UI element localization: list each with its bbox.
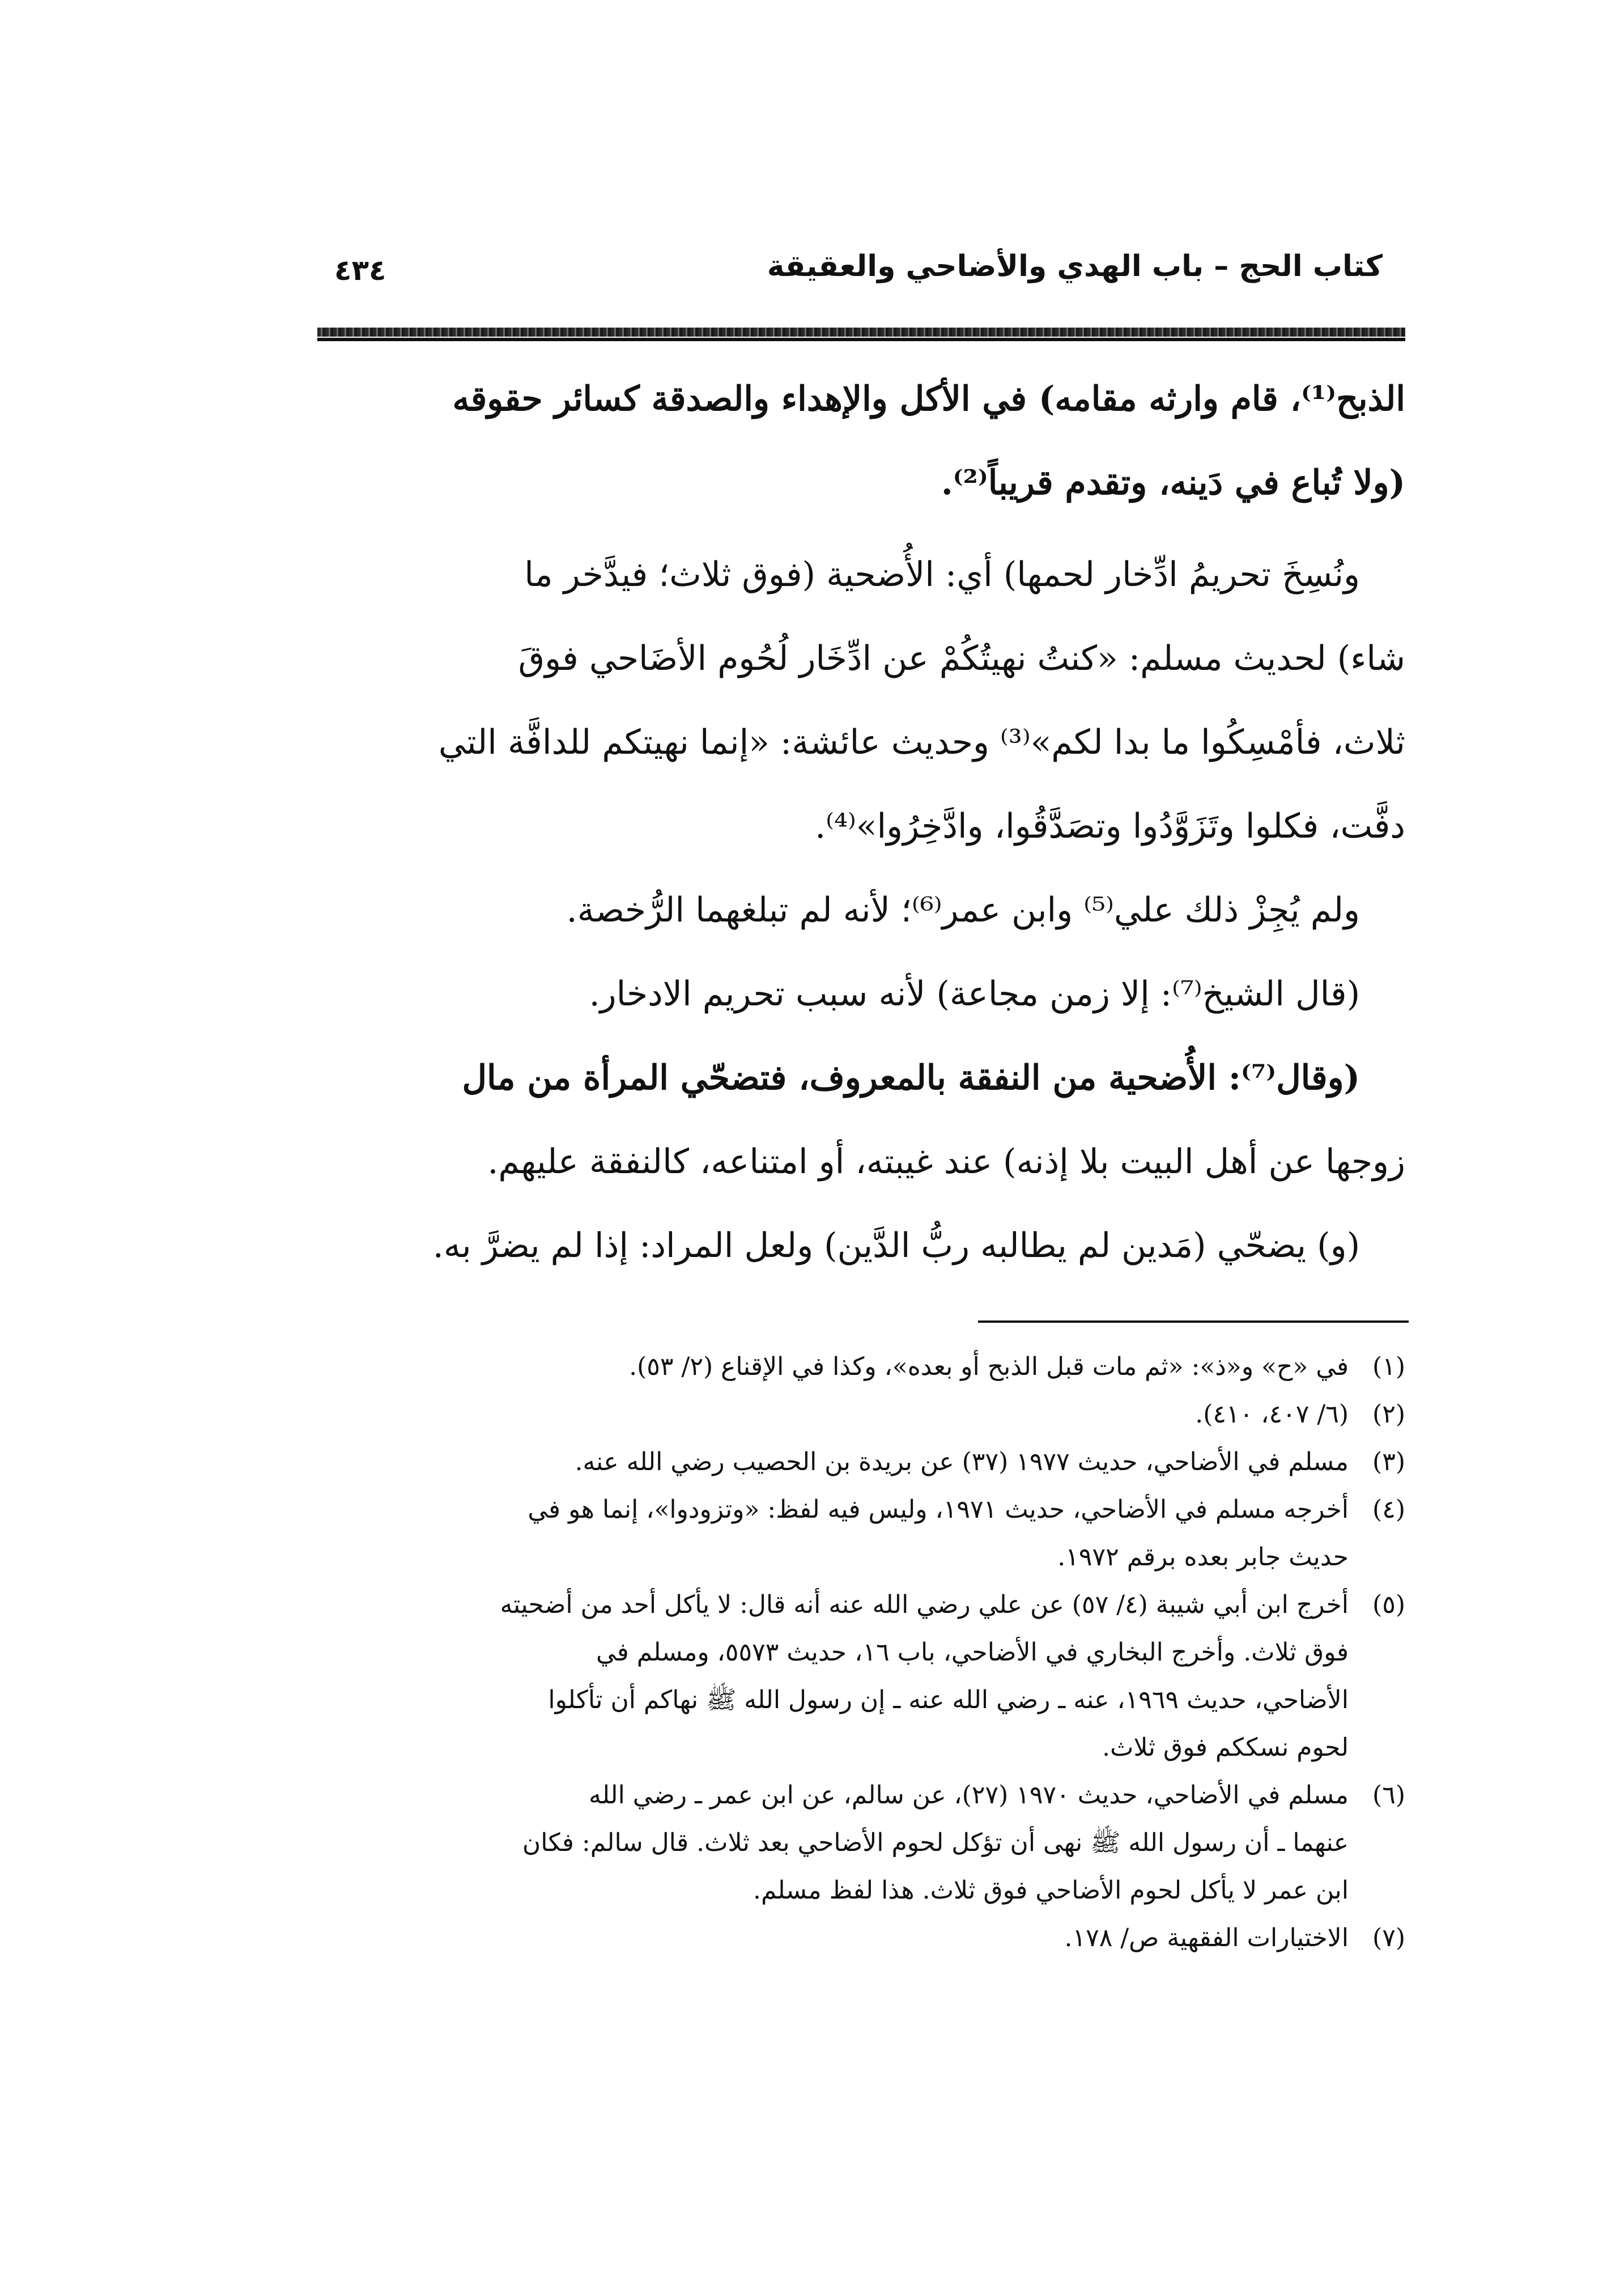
page-number: ٤٣٤ <box>334 254 386 287</box>
footnote-number: (٤) <box>1372 1495 1405 1524</box>
footnote-separator <box>978 1320 1409 1323</box>
footnote-3 <box>295 1438 1405 1486</box>
footnote-line: الأضاحي، حديث ١٩٦٩، عنه ـ رضي الله عنه ـ إن رسول الله ﷺ نهاكم أن تأكلوا <box>548 1685 1349 1714</box>
footnote-line: لحوم نسككم فوق ثلاث. <box>1102 1733 1349 1762</box>
header-rule <box>317 328 1405 337</box>
footnote-line: فوق ثلاث. وأخرج البخاري في الأضاحي، باب ١٦، حديث ٥٥٧٣، ومسلم في <box>596 1638 1349 1667</box>
footnote-line: حديث جابر بعده برقم ١٩٧٢. <box>1057 1543 1349 1572</box>
paragraph-2-line-4: دفَّت، فكلوا وتَزَوَّدُوا وتصَدَّقُوا، وادَّخِرُوا»⁽⁴⁾. <box>815 806 1405 846</box>
paragraph-6: (و) يضحّي (مَدين لم يطالبه ربُّ الدَّين) ولعل المراد: إذا لم يضرَّ به. <box>432 1226 1360 1266</box>
footnote-number: (٣) <box>1372 1447 1405 1476</box>
footnote-5 <box>295 1581 1405 1772</box>
paragraph-2-line-1: ونُسِخَ تحريمُ ادِّخار لحمها) أي: الأُضحية (فوق ثلاث؛ فيدَّخر ما <box>524 555 1360 595</box>
paragraph-3: ولم يُجِزْ ذلك علي⁽⁵⁾ وابن عمر⁽⁶⁾؛ لأنه لم تبلغهما الرُّخصة. <box>566 890 1360 930</box>
footnote-number: (١) <box>1372 1352 1405 1381</box>
paragraph-5-line-2: زوجها عن أهل البيت بلا إذنه) عند غيبته، أو امتناعه، كالنفقة عليهم. <box>487 1142 1405 1182</box>
footnote-line: الاختيارات الفقهية ص/ ١٧٨. <box>1064 1923 1349 1952</box>
paragraph-1-line-2: (ولا تُباع في دَينه، وتقدم قريباً⁽²⁾. <box>941 463 1405 503</box>
footnote-line: أخرجه مسلم في الأضاحي، حديث ١٩٧١، وليس فيه لفظ: «وتزودوا»، إنما هو في <box>528 1495 1349 1524</box>
footnote-line: أخرج ابن أبي شيبة (٤/ ٥٧) عن علي رضي الله عنه أنه قال: لا يأكل أحد من أضحيته <box>500 1590 1349 1619</box>
running-title: كتاب الحج – باب الهدي والأضاحي والعقيقة <box>767 249 1383 283</box>
footnote-2 <box>295 1391 1405 1438</box>
footnote-number: (٥) <box>1372 1590 1405 1619</box>
paragraph-2-line-3: ثلاث، فأمْسِكُوا ما بدا لكم»⁽³⁾ وحديث عائشة: «إنما نهيتكم للدافَّة التي <box>438 723 1405 762</box>
main-text <box>295 357 1405 1288</box>
footnote-number: (٦) <box>1372 1781 1405 1810</box>
paragraph-4: (قال الشيخ⁽⁷⁾: إلا زمن مجاعة) لأنه سبب تحريم الادخار. <box>589 974 1360 1014</box>
footnote-line: مسلم في الأضاحي، حديث ١٩٧٧ (٣٧) عن بريدة بن الحصيب رضي الله عنه. <box>575 1447 1349 1476</box>
footnote-number: (٧) <box>1372 1923 1405 1952</box>
footnote-line: مسلم في الأضاحي، حديث ١٩٧٠ (٢٧)، عن سالم، عن ابن عمر ـ رضي الله <box>589 1781 1349 1810</box>
footnote-4 <box>295 1486 1405 1581</box>
paragraph-5-line-1: (وقال⁽⁷⁾: الأُضحية من النفقة بالمعروف، فتضحّي المرأة من مال <box>462 1058 1360 1098</box>
page-header <box>317 244 1405 306</box>
footnote-line: عنهما ـ أن رسول الله ﷺ نهى أن تؤكل لحوم الأضاحي بعد ثلاث. قال سالم: فكان <box>522 1828 1349 1857</box>
paragraph-2-line-2: شاء) لحديث مسلم: «كنتُ نهيتُكُمْ عن ادِّخَار لُحُوم الأضَاحي فوقَ <box>518 639 1405 678</box>
footnotes <box>295 1343 1405 1962</box>
paragraph-1-line-1: الذبح⁽¹⁾، قام وارثه مقامه) في الأكل والإهداء والصدقة كسائر حقوقه <box>452 379 1405 419</box>
footnote-line: في «ح» و«ذ»: «ثم مات قبل الذبح أو بعده»، وكذا في الإقناع (٢/ ٥٣). <box>629 1352 1349 1381</box>
footnote-line: ابن عمر لا يأكل لحوم الأضاحي فوق ثلاث. هذا لفظ مسلم. <box>753 1876 1349 1905</box>
footnote-line: (٦/ ٤٠٧، ٤١٠). <box>1195 1400 1349 1429</box>
footnote-6 <box>295 1772 1405 1914</box>
footnote-number: (٢) <box>1372 1400 1405 1429</box>
footnote-7 <box>295 1914 1405 1962</box>
footnote-1 <box>295 1343 1405 1391</box>
